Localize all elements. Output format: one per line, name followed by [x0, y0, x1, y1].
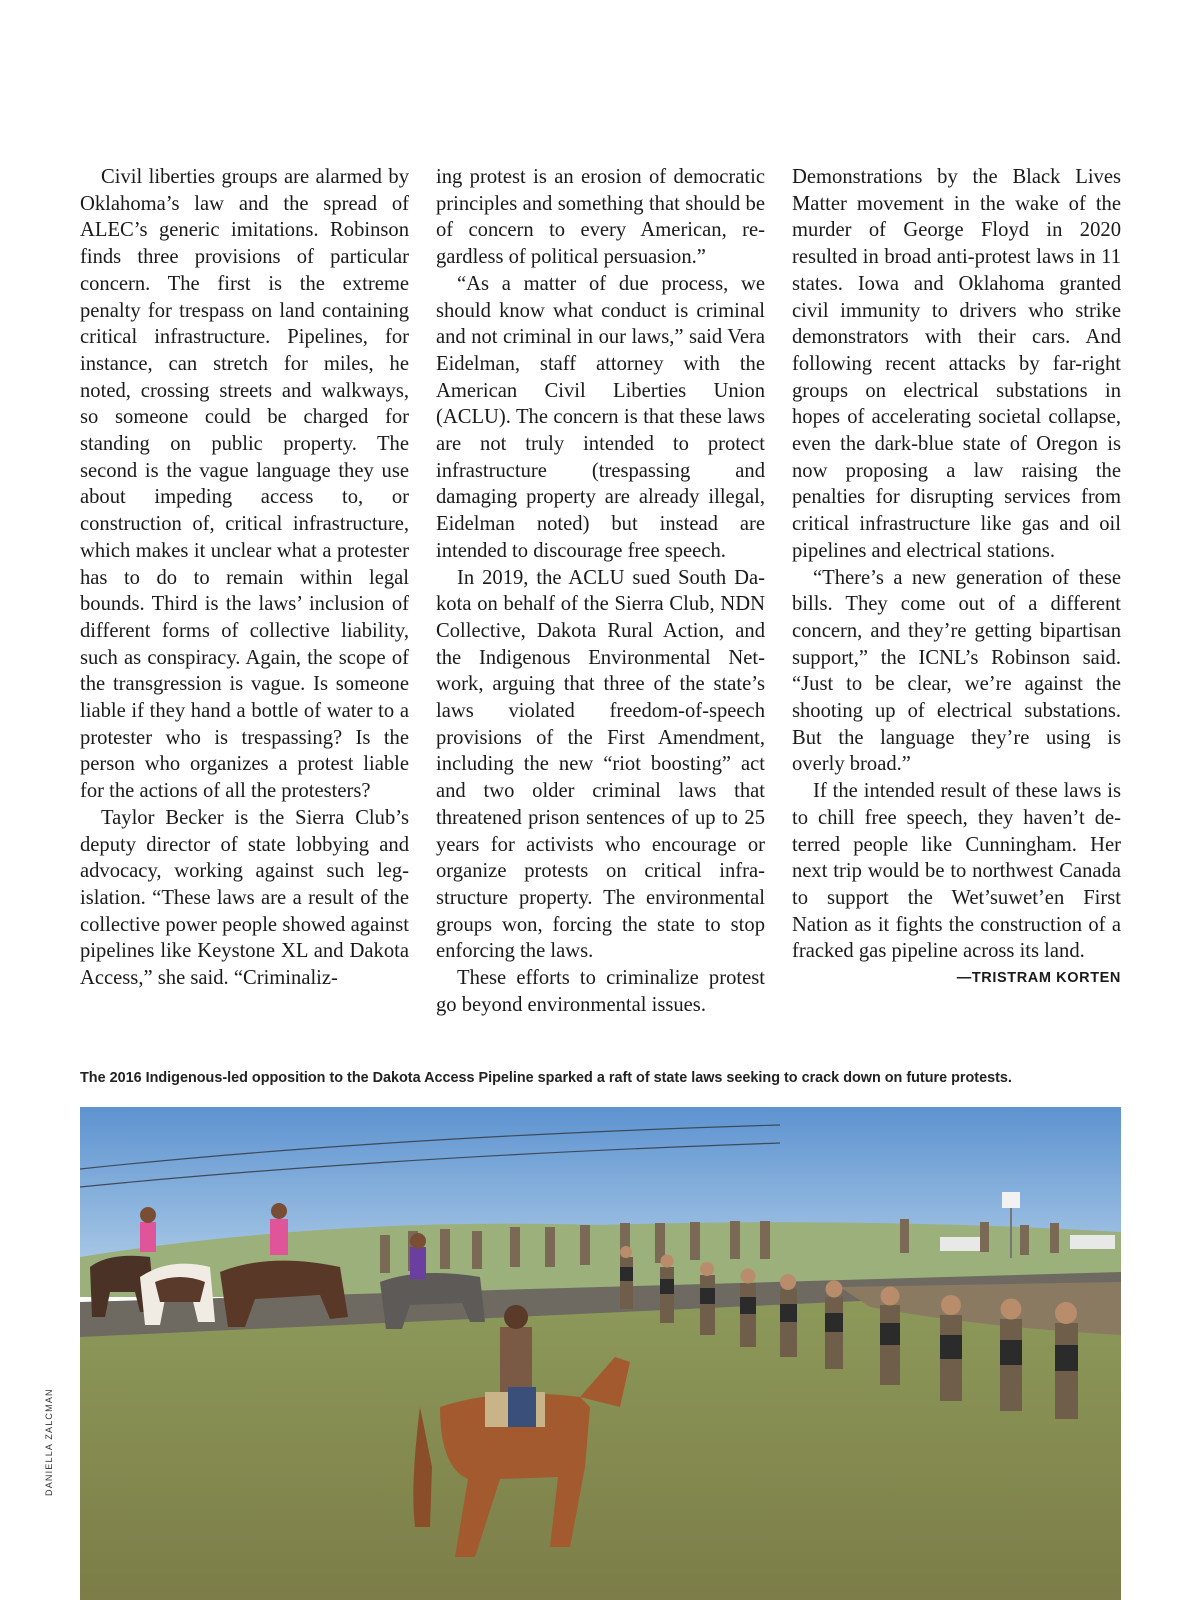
protest-photo-illustration [80, 1107, 1121, 1600]
paragraph-continued: Demonstrations by the Black Lives Matter movement in the wake of the murder of George Floyd in 2020 resulted in broad anti-protest laws in 11 states. Iowa and Oklahoma granted civil immunity to drivers who strike demonstrators with their cars. And following recent attacks by far-right groups on electrical substations in hopes of accelerating societal collapse, even the dark-blue state of Oregon is now proposing a law raising the penalties for disrupting services from critical infrastructure like gas and oil pipelines and electrical stations. [792, 166, 1121, 562]
article-column-2 [436, 164, 765, 1019]
paragraph: These efforts to criminalize protest go beyond environmental issues. [436, 967, 765, 1016]
article-column-1 [80, 164, 409, 1019]
paragraph: If the intended result of these laws is to chill free speech, they haven’t deterred people like Cunningham. Her next trip would be to northwest Canada to support the Wet’suwet’en First Nation as it fights the construction of a fracked gas pipeline across its land. [792, 780, 1121, 963]
paragraph: “As a matter of due process, we should know what conduct is criminal and not criminal in our laws,” said Vera Eidelman, staff attorney with the American Civil Liberties Union (ACLU). The concern is that these laws are not truly intended to protect infrastructure (trespassing and damaging property are already illegal, Eidelman noted) but instead are intended to discourage free speech. [436, 272, 765, 562]
paragraph: “There’s a new generation of these bills. They come out of a different concern, and they’re getting bipartisan support,” the ICNL’s Robinson said. “Just to be clear, we’re against the shooting up of electrical substations. But the language they’re using is overly broad.” [792, 566, 1121, 776]
paragraph-continued: ing protest is an erosion of democratic principles and something that should be of concern to every American, regardless of political persuasion.” [436, 166, 765, 269]
protest-photo [80, 1107, 1121, 1600]
paragraph: Civil liberties groups are alarmed by Oklahoma’s law and the spread of ALEC’s generic imitations. Robinson finds three provisions of particular concern. The first is the extreme penalty for trespass on land containing critical infrastructure. Pipelines, for instance, can stretch for miles, he noted, crossing streets and walkways, so someone could be charged for standing on public property. The second is the vague language they use about impeding access to, or construction of, critical infrastructure, which makes it unclear what a protester has to do to remain within legal bounds. Third is the laws’ inclusion of different forms of collective liability, such as conspiracy. Again, the scope of the transgression is vague. Is someone liable if they hand a bottle of water to a protester who is trespassing? Is the person who organizes a protest liable for the actions of all the protesters? [80, 166, 409, 803]
paragraph: In 2019, the ACLU sued South Dakota on behalf of the Sierra Club, NDN Collective, Dakota Rural Action, and the Indigenous Environmental Network, arguing that three of the state’s laws violated freedom-of-speech provisions of the First Amendment, including the new “riot boosting” act and two older criminal laws that threatened prison sentences of up to 25 years for activists who encourage or organize protests on critical infrastructure property. The environmental groups won, forcing the state to stop enforcing the laws. [436, 566, 765, 963]
article-body [80, 164, 1121, 1019]
article-column-3 [792, 164, 1121, 1019]
photo-caption: The 2016 Indigenous-led opposition to the Dakota Access Pipeline sparked a raft of state laws seeking to crack down on future protests. [80, 1070, 1012, 1086]
photo-credit: DANIELLA ZALCMAN [44, 1388, 54, 1496]
byline: —TRISTRAM KORTEN [956, 970, 1121, 987]
paragraph: Taylor Becker is the Sierra Club’s deputy director of state lobbying and advocacy, working against such legislation. “These laws are a result of the collective power people showed against pipelines like Keystone XL and Dakota Access,” she said. “Criminaliz- [80, 806, 409, 990]
grass [80, 1289, 1121, 1600]
